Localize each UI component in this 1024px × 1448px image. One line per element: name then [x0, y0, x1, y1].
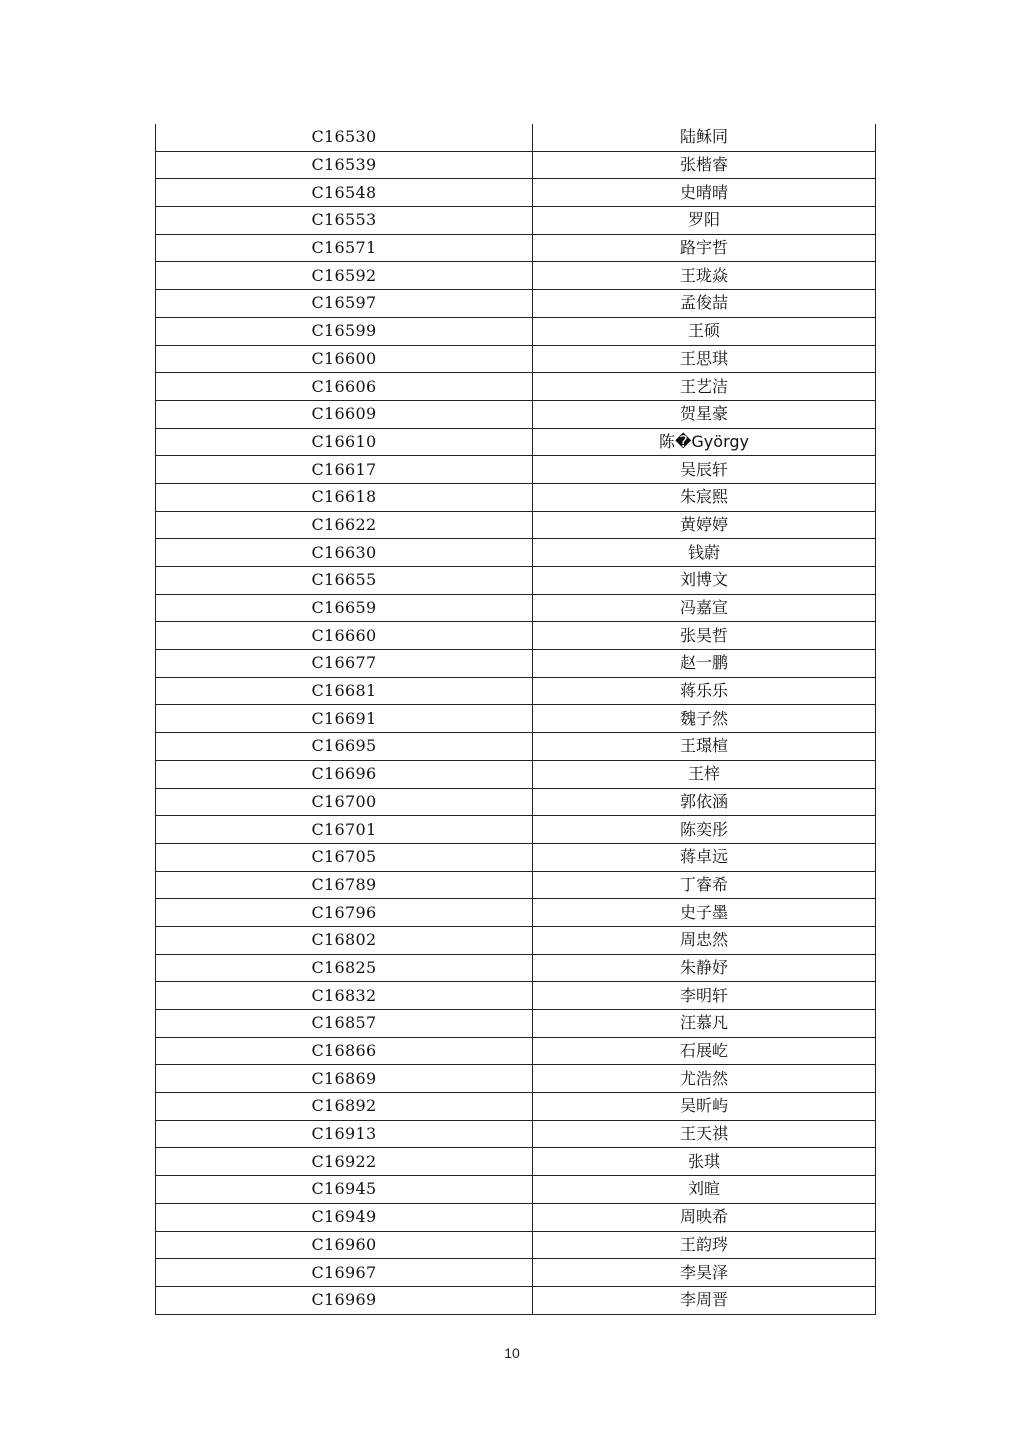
table-row — [156, 1286, 876, 1314]
student-id-cell: C16696 — [156, 760, 533, 788]
student-name-cell: 丁睿希 — [533, 871, 876, 899]
student-name-cell: 魏子然 — [533, 705, 876, 733]
student-id-cell: C16610 — [156, 428, 533, 456]
student-name-cell: 王艺洁 — [533, 373, 876, 401]
student-id-cell: C16592 — [156, 262, 533, 290]
student-id-cell: C16609 — [156, 400, 533, 428]
table-row — [156, 151, 876, 179]
student-id-cell: C16802 — [156, 926, 533, 954]
student-id-cell: C16548 — [156, 179, 533, 207]
table-row — [156, 207, 876, 235]
student-name-cell: 罗阳 — [533, 207, 876, 235]
student-id-cell: C16618 — [156, 483, 533, 511]
student-name-cell: 张琪 — [533, 1148, 876, 1176]
student-name-cell: 李明轩 — [533, 982, 876, 1010]
student-name-cell: 郭依涵 — [533, 788, 876, 816]
student-name-cell: 路宇哲 — [533, 234, 876, 262]
table-row — [156, 1259, 876, 1287]
table-row — [156, 483, 876, 511]
table-row — [156, 400, 876, 428]
student-name-cell: 王梓 — [533, 760, 876, 788]
student-id-cell: C16969 — [156, 1286, 533, 1314]
student-name-cell: 蒋卓远 — [533, 843, 876, 871]
page-number: 10 — [504, 1345, 520, 1361]
roster-table — [155, 124, 876, 1315]
student-id-cell: C16597 — [156, 290, 533, 318]
table-row — [156, 650, 876, 678]
student-id-cell: C16832 — [156, 982, 533, 1010]
table-row — [156, 622, 876, 650]
student-id-cell: C16677 — [156, 650, 533, 678]
student-id-cell: C16617 — [156, 456, 533, 484]
table-row — [156, 871, 876, 899]
table-row — [156, 511, 876, 539]
student-id-cell: C16530 — [156, 124, 533, 151]
student-id-cell: C16701 — [156, 816, 533, 844]
student-id-cell: C16869 — [156, 1065, 533, 1093]
student-name-cell: 陈奕彤 — [533, 816, 876, 844]
table-row — [156, 539, 876, 567]
table-row — [156, 982, 876, 1010]
student-name-cell: 李周晋 — [533, 1286, 876, 1314]
table-row — [156, 179, 876, 207]
student-name-cell: 王思琪 — [533, 345, 876, 373]
student-name-cell: 赵一鹏 — [533, 650, 876, 678]
table-row — [156, 1231, 876, 1259]
student-name-cell: 石展屹 — [533, 1037, 876, 1065]
student-id-cell: C16866 — [156, 1037, 533, 1065]
table-row — [156, 1065, 876, 1093]
student-name-cell: 冯嘉宣 — [533, 594, 876, 622]
student-name-cell: 朱宸熙 — [533, 483, 876, 511]
student-id-cell: C16949 — [156, 1203, 533, 1231]
table-row — [156, 1203, 876, 1231]
table-row — [156, 428, 876, 456]
table-row — [156, 456, 876, 484]
student-id-cell: C16922 — [156, 1148, 533, 1176]
roster-table-body — [156, 124, 876, 1314]
student-name-cell: 陆稣同 — [533, 124, 876, 151]
student-id-cell: C16913 — [156, 1120, 533, 1148]
student-id-cell: C16960 — [156, 1231, 533, 1259]
student-id-cell: C16622 — [156, 511, 533, 539]
student-id-cell: C16681 — [156, 677, 533, 705]
student-name-cell: 周映希 — [533, 1203, 876, 1231]
table-row — [156, 677, 876, 705]
table-row — [156, 234, 876, 262]
table-row — [156, 373, 876, 401]
student-id-cell: C16945 — [156, 1176, 533, 1204]
student-id-cell: C16660 — [156, 622, 533, 650]
table-row — [156, 705, 876, 733]
student-name-cell: 汪慕凡 — [533, 1010, 876, 1038]
student-name-cell: 陈�György — [533, 428, 876, 456]
student-id-cell: C16539 — [156, 151, 533, 179]
table-row — [156, 1093, 876, 1121]
student-id-cell: C16655 — [156, 567, 533, 595]
table-row — [156, 262, 876, 290]
student-name-cell: 刘博文 — [533, 567, 876, 595]
table-row — [156, 290, 876, 318]
table-row — [156, 124, 876, 151]
table-row — [156, 760, 876, 788]
table-row — [156, 899, 876, 927]
student-name-cell: 王珑焱 — [533, 262, 876, 290]
student-name-cell: 王韵琌 — [533, 1231, 876, 1259]
table-row — [156, 733, 876, 761]
table-row — [156, 788, 876, 816]
student-name-cell: 朱静妤 — [533, 954, 876, 982]
table-row — [156, 926, 876, 954]
student-id-cell: C16600 — [156, 345, 533, 373]
table-row — [156, 567, 876, 595]
student-id-cell: C16630 — [156, 539, 533, 567]
student-name-cell: 王璟楦 — [533, 733, 876, 761]
student-name-cell: 黄婷婷 — [533, 511, 876, 539]
table-row — [156, 594, 876, 622]
student-name-cell: 周忠然 — [533, 926, 876, 954]
table-row — [156, 1010, 876, 1038]
student-name-cell: 王硕 — [533, 317, 876, 345]
table-row — [156, 1148, 876, 1176]
student-name-cell: 钱蔚 — [533, 539, 876, 567]
student-name-cell: 李昊泽 — [533, 1259, 876, 1287]
student-name-cell: 吴辰轩 — [533, 456, 876, 484]
student-id-cell: C16691 — [156, 705, 533, 733]
table-row — [156, 954, 876, 982]
student-name-cell: 刘暄 — [533, 1176, 876, 1204]
student-name-cell: 吴昕屿 — [533, 1093, 876, 1121]
student-id-cell: C16892 — [156, 1093, 533, 1121]
student-name-cell: 贺星豪 — [533, 400, 876, 428]
student-name-cell: 孟俊喆 — [533, 290, 876, 318]
student-id-cell: C16606 — [156, 373, 533, 401]
student-id-cell: C16659 — [156, 594, 533, 622]
student-id-cell: C16705 — [156, 843, 533, 871]
student-name-cell: 尤浩然 — [533, 1065, 876, 1093]
student-id-cell: C16825 — [156, 954, 533, 982]
student-name-cell: 蒋乐乐 — [533, 677, 876, 705]
student-id-cell: C16553 — [156, 207, 533, 235]
student-id-cell: C16700 — [156, 788, 533, 816]
student-name-cell: 王天祺 — [533, 1120, 876, 1148]
student-name-cell: 张昊哲 — [533, 622, 876, 650]
table-row — [156, 1120, 876, 1148]
table-row — [156, 317, 876, 345]
student-name-cell: 史子墨 — [533, 899, 876, 927]
student-id-cell: C16796 — [156, 899, 533, 927]
student-name-cell: 张楷睿 — [533, 151, 876, 179]
student-id-cell: C16857 — [156, 1010, 533, 1038]
table-row — [156, 1176, 876, 1204]
student-id-cell: C16789 — [156, 871, 533, 899]
table-row — [156, 816, 876, 844]
student-id-cell: C16599 — [156, 317, 533, 345]
table-row — [156, 1037, 876, 1065]
student-id-cell: C16695 — [156, 733, 533, 761]
student-name-cell: 史晴晴 — [533, 179, 876, 207]
student-id-cell: C16967 — [156, 1259, 533, 1287]
table-row — [156, 345, 876, 373]
student-id-cell: C16571 — [156, 234, 533, 262]
table-row — [156, 843, 876, 871]
